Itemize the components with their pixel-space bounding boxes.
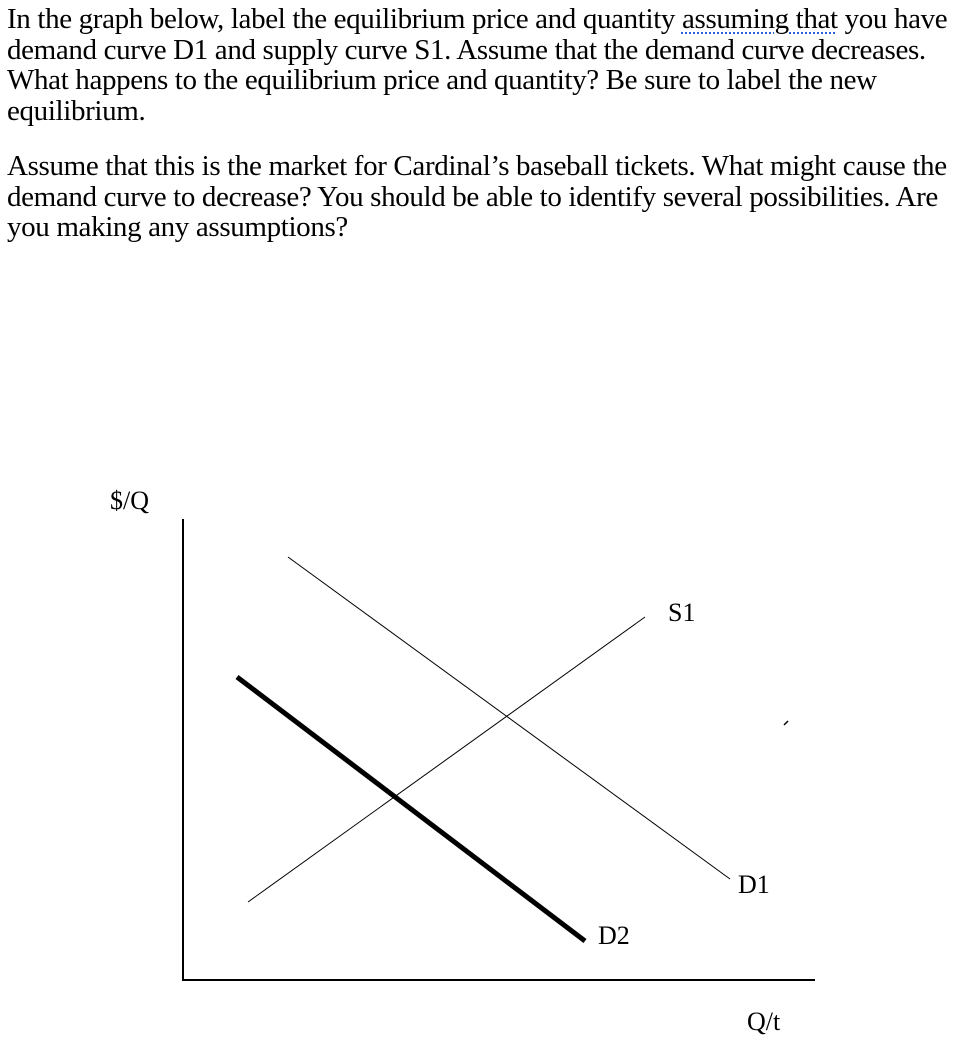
spellcheck-flagged-text[interactable]: assuming that (681, 3, 838, 35)
paragraph-1-end: you have demand curve D1 and supply curve S1. Assume that the demand curve decreases. What happens to the equilibrium price and quantity? Be sure to label the new equilibrium. (7, 3, 948, 127)
supply-curve-s1 (248, 617, 645, 902)
paragraph-1-start: In the graph below, label the equilibrium price and quantity (7, 3, 682, 35)
x-axis-label: Q/t (747, 1007, 781, 1036)
question-paragraph-2: Assume that this is the market for Cardinal’s baseball tickets. What might cause the demand curve to decrease? You should be able to identify several possibilities. Are you making any assumptions? (7, 150, 947, 243)
y-axis-label: $/Q (110, 486, 149, 515)
supply-label-s1: S1 (668, 598, 696, 627)
demand-label-d2: D2 (598, 921, 630, 950)
demand-curve-d2 (237, 677, 585, 941)
demand-label-d1: D1 (738, 870, 770, 899)
stray-mark (784, 721, 788, 725)
demand-curve-d1 (288, 557, 730, 879)
